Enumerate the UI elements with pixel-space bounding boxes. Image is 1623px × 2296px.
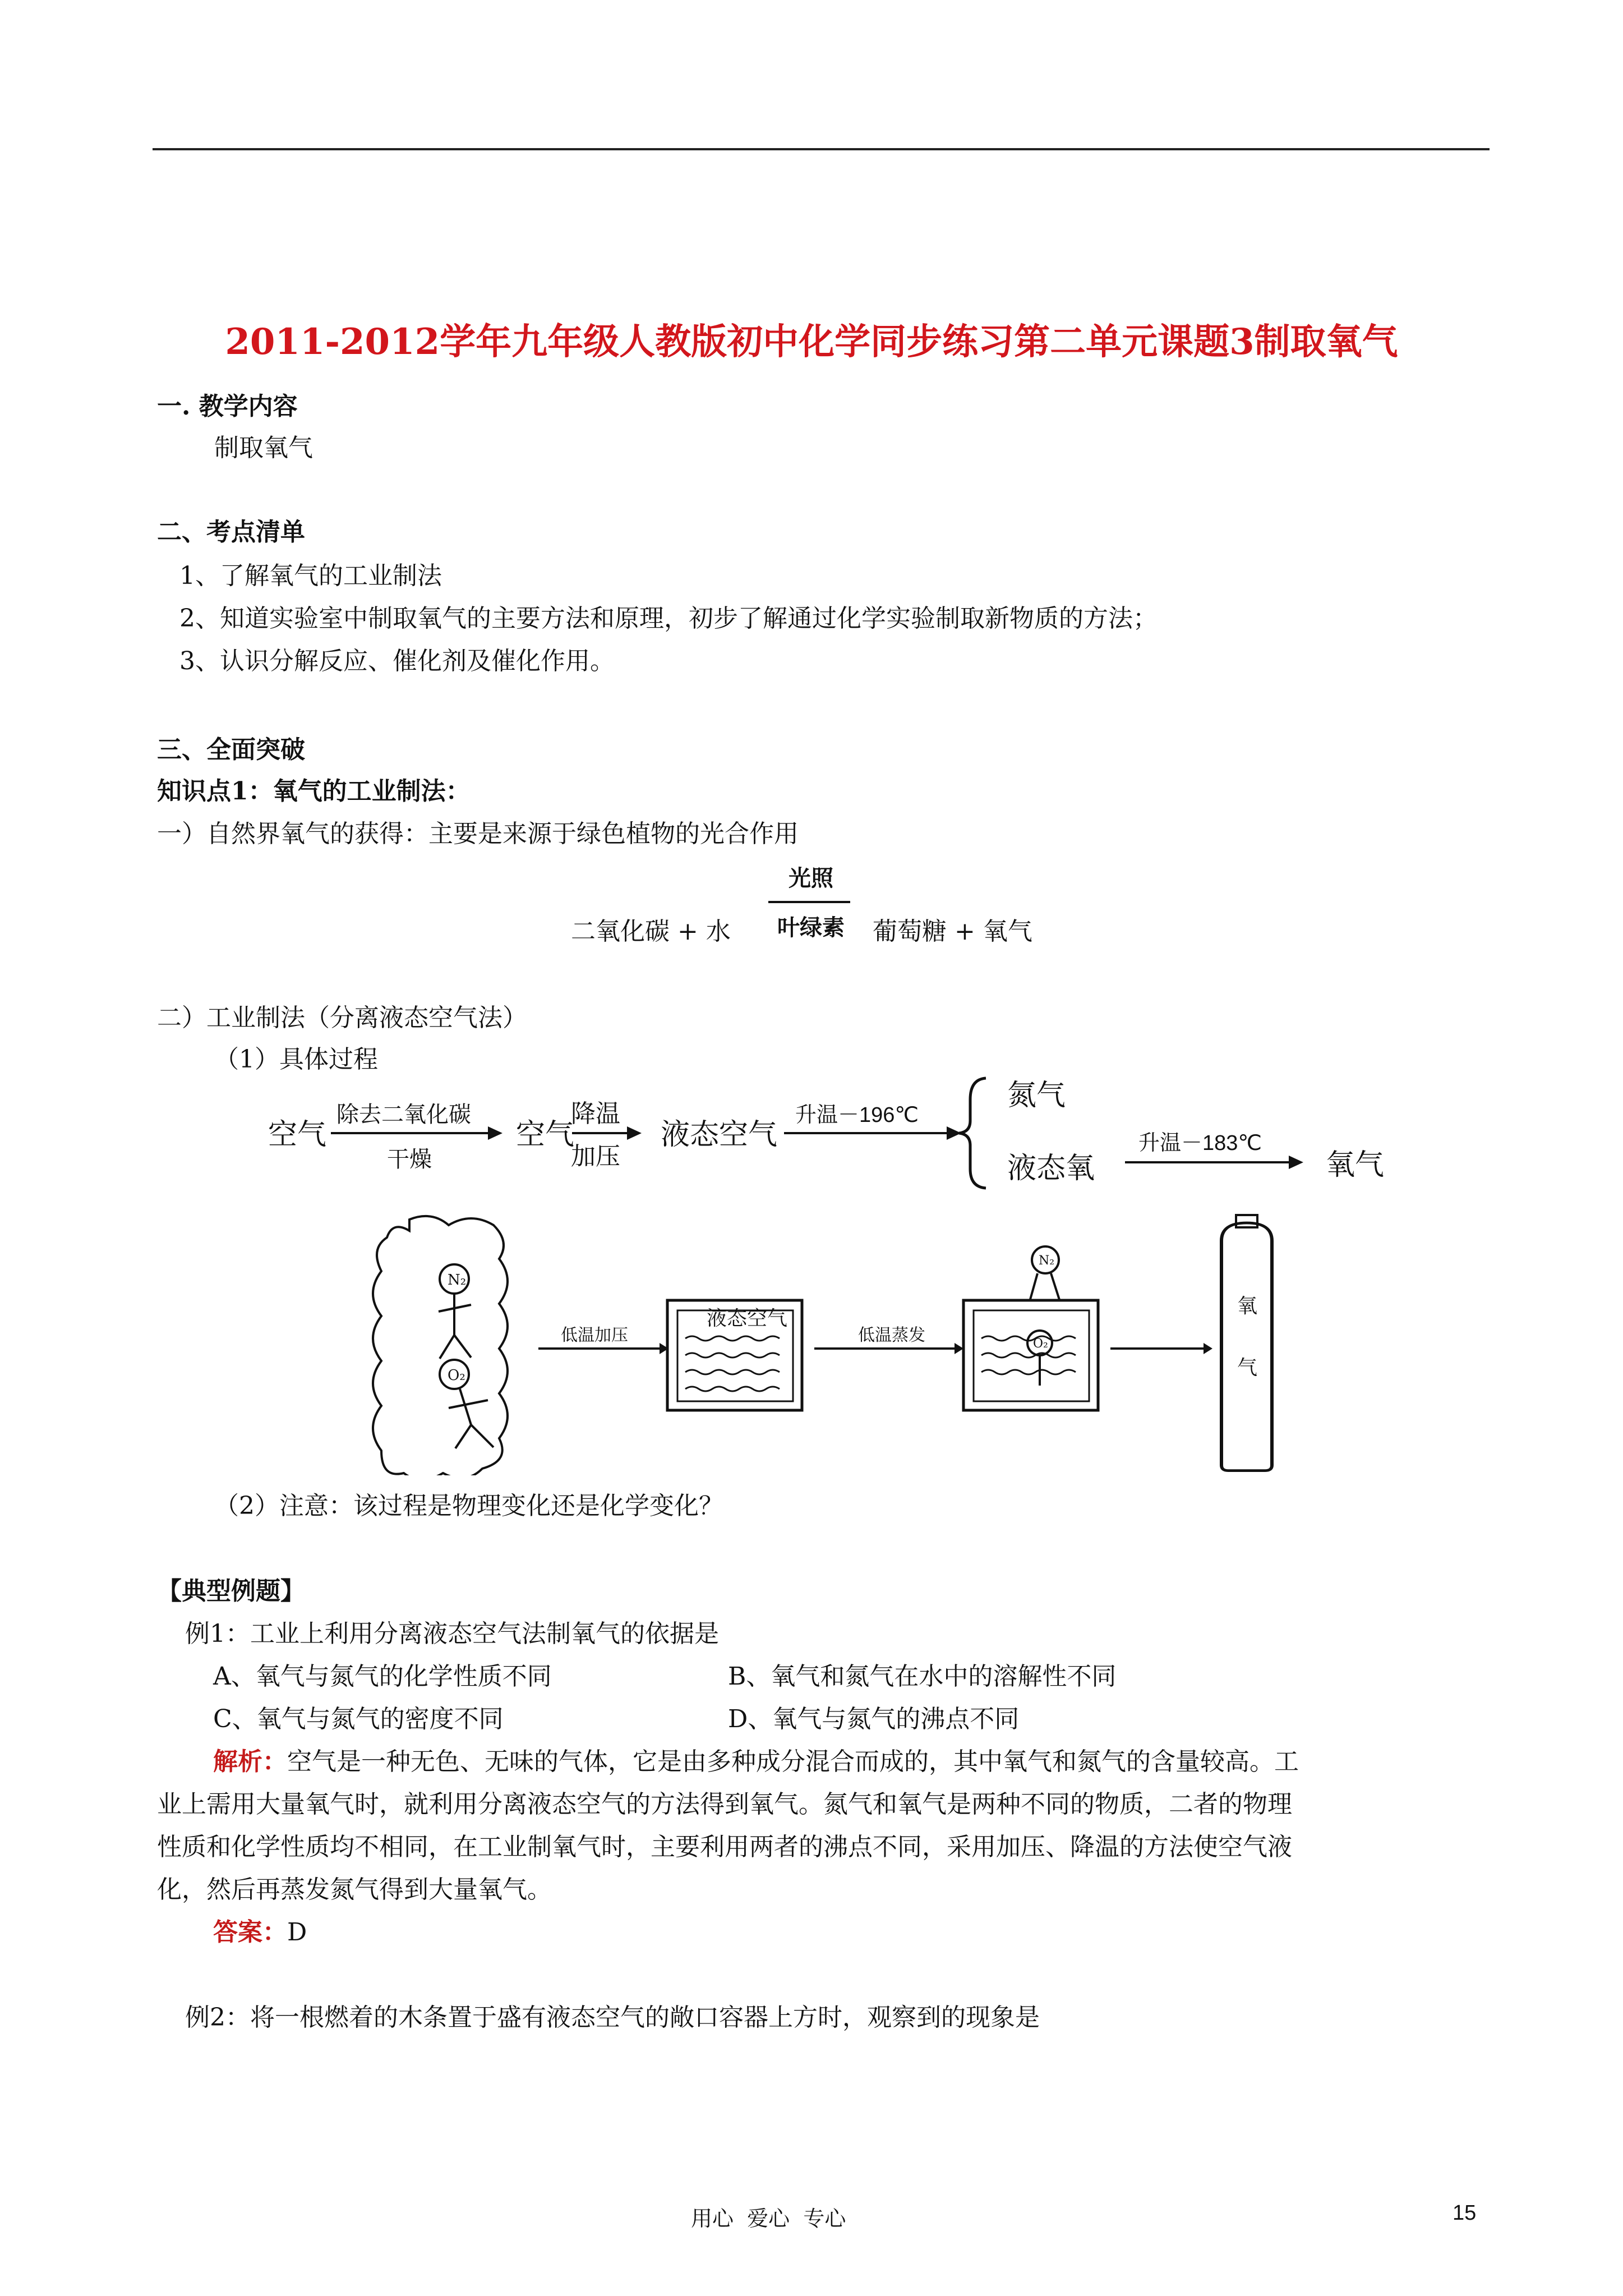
flow-arrow-4-top: 升温－183℃ (1138, 1131, 1262, 1155)
example-2-question: 例2：将一根燃着的木条置于盛有液态空气的敞口容器上方时，观察到的现象是 (185, 2003, 1040, 2032)
analysis-line-1: 空气是一种无色、无味的气体，它是由多种成分混合而成的，其中氧气和氮气的含量较高。工 (287, 1747, 1299, 1776)
equation-condition-bottom: 叶绿素 (777, 914, 845, 941)
flow-nitrogen: 氮气 (1007, 1079, 1066, 1112)
document-title: 2011-2012学年九年级人教版初中化学同步练习第二单元课题3制取氧气 (225, 321, 1398, 363)
arrow-2 (627, 1126, 642, 1140)
footer-motto: 用心 爱心 专心 (691, 2206, 846, 2231)
analysis-line-2: 业上需用大量氧气时，就利用分离液态空气的方法得到氧气。氮气和氧气是两种不同的物质，二者的物理 (157, 1790, 1292, 1819)
list-item: 2、知道实验室中制取氧气的主要方法和原理，初步了解通过化学实验制取新物质的方法； (179, 604, 1158, 633)
example-1-option-c: C、氧气与氮气的密度不同 (213, 1705, 504, 1733)
flow-arrow-2-bottom: 加压 (571, 1143, 620, 1170)
equation-bar (768, 901, 850, 903)
equation-reactants: 二氧化碳 + 水 (571, 917, 731, 946)
cylinder-label-1: 氧 (1237, 1295, 1258, 1318)
flow-arrow-2-top: 降温 (571, 1100, 620, 1128)
flow-liquid-oxygen: 液态氧 (1007, 1152, 1095, 1185)
label-n2-escape: N₂ (1039, 1254, 1055, 1268)
example-1-option-d: D、氧气与氮气的沸点不同 (728, 1705, 1020, 1733)
paragraph-note: （2）注意：该过程是物理变化还是化学变化？ (214, 1492, 723, 1520)
illus-arrow-2-label: 低温蒸发 (858, 1326, 925, 1345)
section-2-heading: 二、考点清单 (157, 518, 305, 546)
analysis-line-4: 化，然后再蒸发氮气得到大量氧气。 (157, 1875, 552, 1904)
industrial-flow-diagram (0, 1055, 1623, 1200)
example-1-option-a: A、氧气与氮气的化学性质不同 (213, 1662, 552, 1691)
oxygen-cylinder (1221, 1223, 1272, 1471)
label-o2-liquid: O₂ (1033, 1337, 1048, 1351)
paragraph-process: （1）具体过程 (214, 1045, 378, 1074)
equation-products: 葡萄糖 + 氧气 (873, 917, 1032, 946)
examples-heading: 【典型例题】 (157, 1577, 305, 1605)
flow-arrow-1-bottom: 干燥 (387, 1147, 432, 1172)
section-1-body: 制取氧气 (214, 434, 313, 462)
air-cloud (373, 1216, 508, 1475)
analysis-label: 解析： (213, 1747, 287, 1776)
example-1-question: 例1：工业上利用分离液态空气法制氧气的依据是 (185, 1619, 719, 1648)
label-n2-air: N₂ (448, 1272, 467, 1289)
arrow-4 (1289, 1156, 1303, 1169)
flow-air-1: 空气 (268, 1119, 327, 1151)
flow-arrow-3-top: 升温－196℃ (795, 1103, 919, 1127)
section-1-heading: 一. 教学内容 (157, 392, 298, 421)
label-o2-air: O₂ (448, 1367, 465, 1384)
list-item: 1、了解氧气的工业制法 (179, 562, 442, 590)
answer-value: D (287, 1918, 307, 1947)
arrow-1 (488, 1126, 502, 1140)
section-3-heading: 三、全面突破 (157, 735, 305, 764)
analysis-line-3: 性质和化学性质均不相同，在工业制氧气时，主要利用两者的沸点不同，采用加压、降温的方法使空气液 (157, 1833, 1292, 1861)
paragraph-natural-oxygen: 一）自然界氧气的获得：主要是来源于绿色植物的光合作用 (157, 820, 799, 848)
header-rule (153, 148, 1490, 150)
flow-air-2: 空气 (516, 1119, 575, 1151)
flow-liquid-air: 液态空气 (661, 1119, 778, 1151)
flow-oxygen: 氧气 (1326, 1149, 1385, 1181)
illus-arrow-1-label: 低温加压 (561, 1326, 628, 1345)
flow-arrow-1-top: 除去二氧化碳 (336, 1102, 471, 1127)
example-1-option-b: B、氧气和氮气在水中的溶解性不同 (728, 1662, 1117, 1691)
equation-condition-top: 光照 (789, 865, 833, 891)
cylinder-label-2: 气 (1237, 1356, 1258, 1379)
knowledge-point-1: 知识点1：氧气的工业制法： (157, 777, 471, 806)
page-number: 15 (1453, 2201, 1477, 2225)
illus-box-1-label: 液态空气 (707, 1307, 788, 1330)
list-item: 3、认识分解反应、催化剂及催化作用。 (179, 647, 615, 675)
paragraph-industrial-method: 二）工业制法（分离液态空气法） (157, 1004, 527, 1032)
answer-label: 答案： (213, 1918, 287, 1947)
separation-illustration (0, 1206, 1623, 1475)
